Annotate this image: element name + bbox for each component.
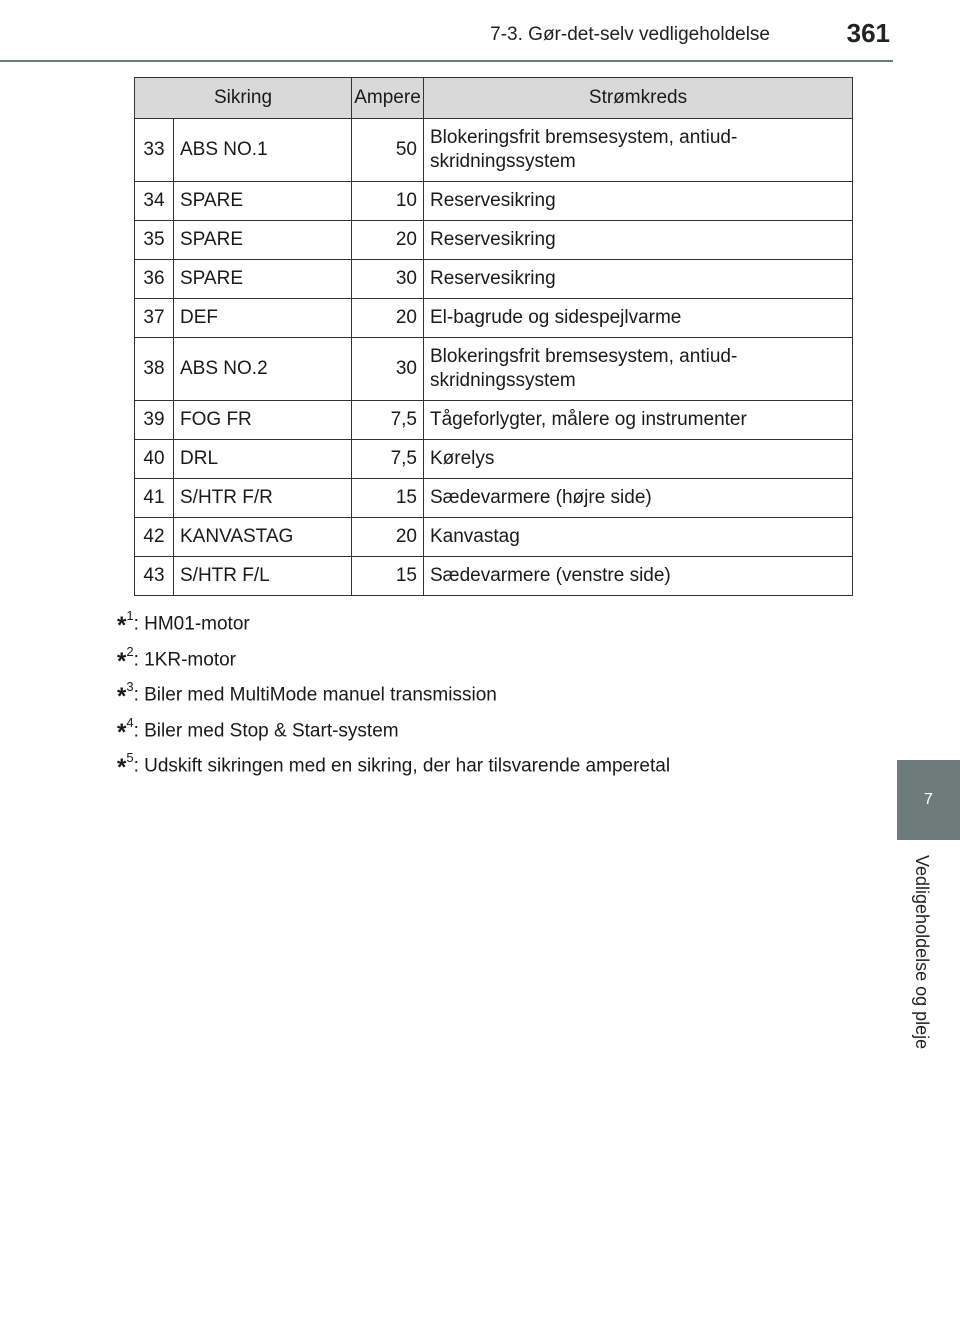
- footnote-text: : Biler med MultiMode manuel transmission: [133, 684, 497, 706]
- fuse-number-cell: 39: [135, 401, 174, 440]
- footnote-text: : HM01-motor: [133, 613, 250, 635]
- footnote-mark: 4: [126, 714, 134, 730]
- table-row: [135, 119, 853, 182]
- footnote-asterisk: *: [117, 647, 127, 675]
- table-row: [135, 479, 853, 518]
- fuse-name-cell: FOG FR: [174, 401, 352, 440]
- footnote-text: : 1KR-motor: [133, 648, 236, 670]
- footnote: [117, 742, 671, 782]
- footnote: [117, 707, 670, 746]
- fuse-name-cell: KANVASTAG: [174, 518, 352, 557]
- ampere-cell: 7,5: [352, 401, 424, 440]
- footnote-mark: 5: [126, 750, 134, 765]
- footnote-asterisk: *: [117, 754, 127, 782]
- fuse-number-cell: 33: [135, 119, 174, 182]
- footnote-asterisk: *: [117, 612, 127, 640]
- fuse-number-cell: 36: [135, 260, 174, 299]
- circuit-cell: El-bagrude og sidespejlvarme: [424, 299, 853, 338]
- table-row: [135, 440, 853, 479]
- fuse-number-cell: 37: [135, 299, 174, 338]
- fuse-number-cell: 40: [135, 440, 174, 479]
- ampere-cell: 20: [352, 518, 424, 557]
- circuit-cell: Reservesikring: [424, 182, 853, 221]
- section-title: 7-3. Gør-det-selv vedligeholdelse: [490, 24, 770, 45]
- circuit-cell: Sædevarmere (højre side): [424, 479, 853, 518]
- ampere-cell: 30: [352, 338, 424, 401]
- fuse-number-cell: 43: [135, 557, 174, 596]
- ampere-cell: 15: [352, 479, 424, 518]
- circuit-cell: Blokeringsfrit bremsesystem, antiud- skridningssystem: [424, 338, 853, 401]
- table-row: [135, 557, 853, 596]
- footnote-text: : Biler med Stop & Start-system: [133, 719, 399, 741]
- circuit-cell: Sædevarmere (venstre side): [424, 557, 853, 596]
- circuit-cell: Kørelys: [424, 440, 853, 479]
- fuse-number-cell: 42: [135, 518, 174, 557]
- circuit-cell: Reservesikring: [424, 221, 853, 260]
- table-row: [135, 299, 853, 338]
- fuse-number-cell: 41: [135, 479, 174, 518]
- fuse-number-cell: 34: [135, 182, 174, 221]
- fuse-name-cell: ABS NO.2: [174, 338, 352, 401]
- page-number: 361: [846, 18, 890, 48]
- footnote-mark: 1: [126, 608, 134, 623]
- chapter-label: Vedligeholdelse og pleje: [912, 855, 932, 1050]
- footnotes: [117, 600, 671, 782]
- chapter-number: 7: [924, 791, 933, 808]
- fuse-name-cell: SPARE: [174, 260, 352, 299]
- fuse-table: [134, 77, 853, 596]
- column-header-ampere: Ampere: [352, 78, 424, 119]
- footnote: [117, 671, 670, 711]
- fuse-name-cell: DRL: [174, 440, 352, 479]
- table-row: [135, 518, 853, 557]
- table-row: [135, 401, 853, 440]
- footnote: [117, 600, 670, 640]
- fuse-name-cell: ABS NO.1: [174, 119, 352, 182]
- fuse-number-cell: 38: [135, 338, 174, 401]
- table-header-row: [135, 78, 853, 119]
- fuse-name-cell: S/HTR F/L: [174, 557, 352, 596]
- table-row: [135, 260, 853, 299]
- circuit-cell: Kanvastag: [424, 518, 853, 557]
- table-row: [135, 338, 853, 401]
- circuit-cell: Tågeforlygter, målere og instrumenter: [424, 401, 853, 440]
- column-header-circuit: Strømkreds: [424, 78, 853, 119]
- fuse-number-cell: 35: [135, 221, 174, 260]
- footnote-mark: 3: [126, 679, 134, 694]
- fuse-table-body: [135, 119, 853, 596]
- circuit-cell: Reservesikring: [424, 260, 853, 299]
- ampere-cell: 15: [352, 557, 424, 596]
- footnote-mark: 2: [126, 643, 134, 659]
- chapter-tab: [897, 760, 960, 840]
- ampere-cell: 20: [352, 299, 424, 338]
- footnote-asterisk: *: [117, 683, 127, 711]
- ampere-cell: 20: [352, 221, 424, 260]
- circuit-cell: Blokeringsfrit bremsesystem, antiud- skridningssystem: [424, 119, 853, 182]
- header-divider: [0, 60, 893, 62]
- ampere-cell: 10: [352, 182, 424, 221]
- column-header-fuse: Sikring: [135, 78, 352, 119]
- footnote-text: : Udskift sikringen med en sikring, der har tilsvarende amperetal: [133, 755, 671, 777]
- ampere-cell: 50: [352, 119, 424, 182]
- fuse-name-cell: SPARE: [174, 221, 352, 260]
- ampere-cell: 7,5: [352, 440, 424, 479]
- fuse-name-cell: S/HTR F/R: [174, 479, 352, 518]
- table-row: [135, 221, 853, 260]
- table-row: [135, 182, 853, 221]
- footnote: [117, 636, 670, 675]
- ampere-cell: 30: [352, 260, 424, 299]
- fuse-name-cell: DEF: [174, 299, 352, 338]
- fuse-name-cell: SPARE: [174, 182, 352, 221]
- footnote-asterisk: *: [117, 718, 127, 746]
